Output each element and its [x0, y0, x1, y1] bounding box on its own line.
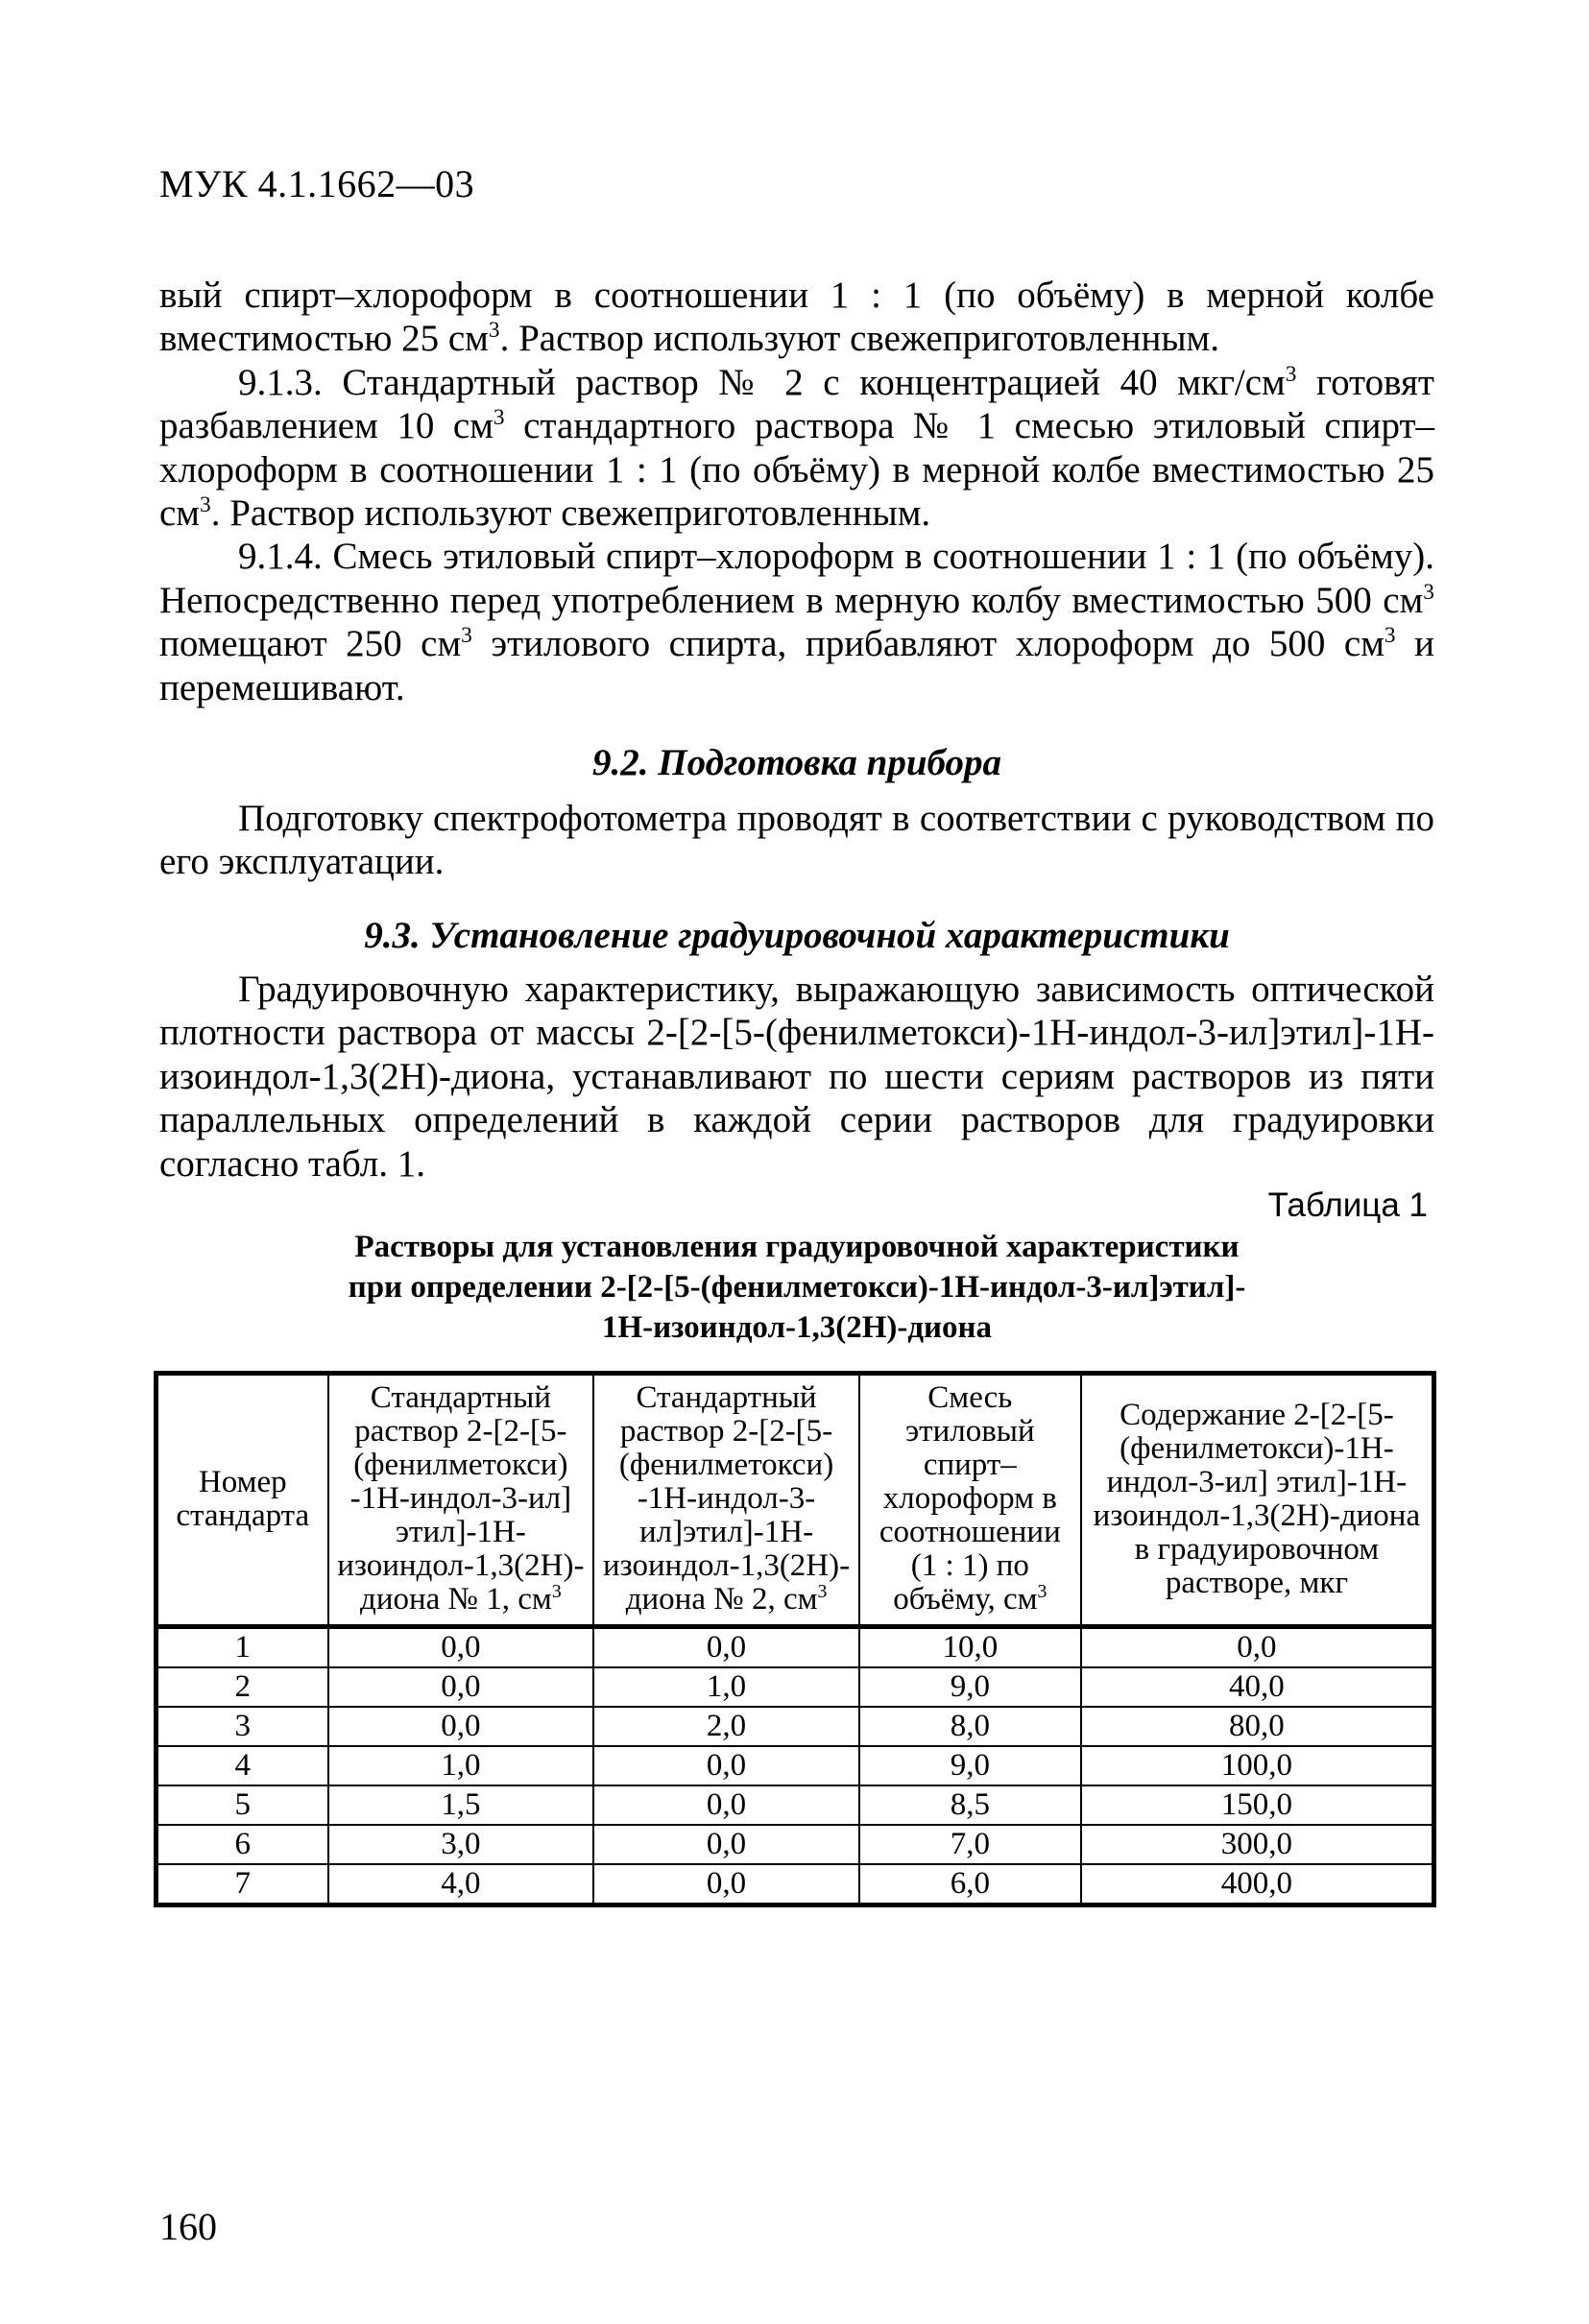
table-cell: 0,0 — [593, 1864, 859, 1905]
section-9-2-text-block — [159, 797, 1434, 884]
table-cell: 8,5 — [859, 1785, 1081, 1825]
table-title-line: при определении 2-[2-[5-(фенилметокси)-1H-индол-3-ил]этил]- — [348, 1270, 1246, 1305]
table-cell: 8,0 — [859, 1707, 1081, 1746]
paragraph-continuation: вый спирт–хлороформ в соотношении 1 : 1 (по объёму) в мерной колбе вместимостью 25 $см^3$. Раствор используют свежеприготовленным. — [159, 275, 1434, 360]
table-cell: 0,0 — [593, 1627, 859, 1668]
page-number: 160 — [159, 2205, 217, 2248]
table-cell: 0,0 — [328, 1667, 594, 1707]
paragraph-9-1-3: 9.1.3. Стандартный раствор № 2 с концентрацией 40 мкг/$см^3$ готовят разбавлением 10 $см^3$ стандартного раствора № 1 смесью этиловый спирт–хлороформ в соотношении 1 : 1 (по объёму) в мерной колбе вместимостью 25 $см^3$. Раствор используют свежеприготовленным. — [159, 361, 1435, 535]
table-cell: 400,0 — [1081, 1864, 1434, 1905]
table-row — [156, 1825, 1434, 1864]
document-code-header: МУК 4.1.1662—03 — [159, 162, 475, 205]
table-row — [156, 1785, 1434, 1825]
table-cell: 9,0 — [859, 1746, 1081, 1785]
table-cell: 1,0 — [328, 1746, 594, 1785]
paragraph-9-1-4: 9.1.4. Смесь этиловый спирт–хлороформ в соотношении 1 : 1 (по объёму). Непосредственно перед употреблением в мерную колбу вместимостью 500 $см^3$ помещают 250 $см^3$ этилового спирта, прибавляют хлороформ до 500 $см^3$ и перемешивают. — [159, 536, 1434, 708]
header-standard-number: Номер стандарта — [156, 1374, 328, 1627]
table-cell: 3,0 — [328, 1825, 594, 1864]
section-9-3-text-block — [159, 968, 1434, 1186]
section-9-3-paragraph: Градуировочную характеристику, выражающую зависимость оптической плотности раствора от массы 2-[2-[5-(фенилметокси)-1H-индол-3-ил]этил]-1H-изоиндол-1,3(2H)-диона, устанавливают по шести сериям растворов из пяти параллельных определений в каждой серии растворов для градуировки согласно табл. 1. — [159, 969, 1434, 1185]
table-title-line: Растворы для установления градуировочной характеристики — [354, 1230, 1240, 1264]
table-caption: Таблица 1 — [1267, 1186, 1428, 1224]
table-cell: 1 — [156, 1627, 328, 1668]
table-cell: 2 — [156, 1667, 328, 1707]
table-row — [156, 1707, 1434, 1746]
table-cell: 150,0 — [1081, 1785, 1434, 1825]
table-cell: 100,0 — [1081, 1746, 1434, 1785]
body-text-block — [159, 274, 1434, 709]
table-cell: 40,0 — [1081, 1667, 1434, 1707]
table-row — [156, 1667, 1434, 1707]
table-cell: 9,0 — [859, 1667, 1081, 1707]
table-cell: 0,0 — [593, 1785, 859, 1825]
table-cell: 4,0 — [328, 1864, 594, 1905]
table-cell: 0,0 — [593, 1825, 859, 1864]
table-cell: 3 — [156, 1707, 328, 1746]
table-cell: 4 — [156, 1746, 328, 1785]
header-content: Содержание 2-[2-[5-(фенилметокси)-1H-индол-3-ил] этил]-1H-изоиндол-1,3(2H)-диона в градуировочном растворе, мкг — [1081, 1374, 1434, 1627]
section-9-2-heading: 9.2. Подготовка прибора — [592, 742, 1001, 783]
table-cell: 0,0 — [1081, 1627, 1434, 1668]
table-cell: 0,0 — [328, 1627, 594, 1668]
table-row — [156, 1864, 1434, 1905]
table-cell: 7 — [156, 1864, 328, 1905]
calibration-table — [154, 1371, 1436, 1907]
table-row — [156, 1746, 1434, 1785]
table-cell: 0,0 — [328, 1707, 594, 1746]
section-9-3-heading: 9.3. Установление градуировочной характеристики — [364, 915, 1230, 956]
table-header-row — [156, 1374, 1434, 1627]
table-cell: 0,0 — [593, 1746, 859, 1785]
table-cell: 2,0 — [593, 1707, 859, 1746]
header-standard-solution-2: Стандартный раствор 2-[2-[5-(фенилметокси) -1H-индол-3-ил]этил]-1H-изоиндол-1,3(2H)-диона № 2, $см^3$ — [593, 1374, 859, 1627]
table-cell: 1,5 — [328, 1785, 594, 1825]
table-cell: 7,0 — [859, 1825, 1081, 1864]
table-row — [156, 1627, 1434, 1668]
table-cell: 6,0 — [859, 1864, 1081, 1905]
table-cell: 6 — [156, 1825, 328, 1864]
table-cell: 80,0 — [1081, 1707, 1434, 1746]
table-title-line: 1H-изоиндол-1,3(2H)-диона — [601, 1310, 993, 1345]
table-title — [159, 1227, 1434, 1348]
table-cell: 5 — [156, 1785, 328, 1825]
header-standard-solution-1: Стандартный раствор 2-[2-[5-(фенилметокси) -1H-индол-3-ил] этил]-1H-изоиндол-1,3(2H)-диона № 1, $см^3$ — [328, 1374, 594, 1627]
table-cell: 1,0 — [593, 1667, 859, 1707]
table-cell: 10,0 — [859, 1627, 1081, 1668]
table-cell: 300,0 — [1081, 1825, 1434, 1864]
section-9-2-paragraph: Подготовку спектрофотометра проводят в соответствии с руководством по его эксплуатации. — [159, 798, 1434, 883]
header-solvent-mixture: Смесь этиловый спирт–хлороформ в соотношении (1 : 1) по объёму, $см^3$ — [859, 1374, 1081, 1627]
